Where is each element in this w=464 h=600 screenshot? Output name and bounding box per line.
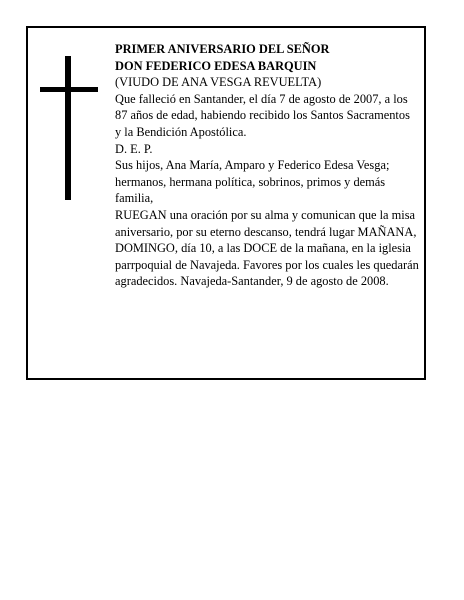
cross-horizontal-bar [40,87,98,92]
rip-line: D. E. P. [115,141,153,156]
family-paragraph: Sus hijos, Ana María, Amparo y Federico Edesa Vesga; hermanos, hermana política, sobrinos, primos y demás familia, [115,158,390,206]
obituary-notice-frame [26,26,426,380]
request-paragraph: RUEGAN una oración por su alma y comunican que la misa aniversario, por su eterno descanso, tendrá lugar MAÑANA, DOMINGO, día 10, a las DOCE de la mañana, en la iglesia parrpoquial de Navajeda. Favores por los cuales les quedarán agradecidos. Navajeda-Santander, 9 de agosto de 2008. [115,207,419,289]
notice-title-line-2: DON FEDERICO EDESA BARQUIN [115,58,317,73]
death-details-paragraph: Que falleció en Santander, el día 7 de agosto de 2007, a los 87 años de edad, habiendo recibido los Santos Sacramentos [115,91,410,123]
cross-vertical-bar [65,56,71,200]
blessing-line: y la Bendición Apostólica. [115,124,247,139]
latin-cross-icon [40,56,98,200]
widower-of-line: (VIUDO DE ANA VESGA REVUELTA) [115,75,322,90]
notice-title-line-1: PRIMER ANIVERSARIO DEL SEÑOR [115,42,330,56]
obituary-text [115,41,421,290]
